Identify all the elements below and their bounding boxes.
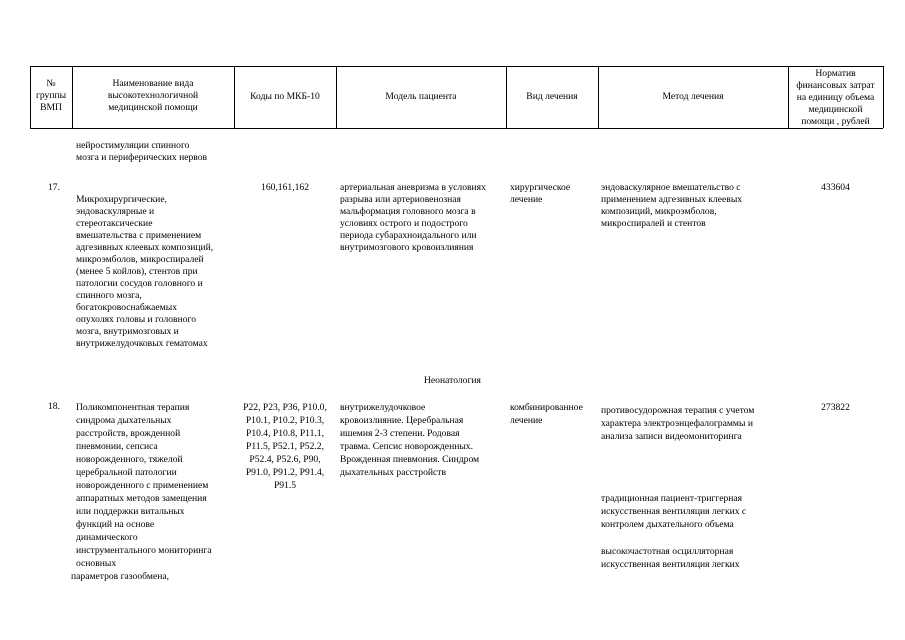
row18-codes-line: P22, P23, P36, P10.0, [243, 402, 327, 413]
header-name-line: высокотехнологичной [107, 90, 199, 101]
row18-method-line: традиционная пациент-триггерная [601, 493, 743, 504]
row18-name-line: расстройств, врожденной [76, 428, 181, 439]
row17-model-line: разрыва или артериовенозная [340, 194, 461, 205]
row17-name-line: стереотаксические [76, 218, 153, 229]
row18-model-line: ишемия 2-3 степени. Родовая [340, 428, 460, 439]
row17-type-line: хирургическое [510, 182, 571, 193]
row17-name-line: Микрохирургические, [76, 194, 167, 205]
row18-method-line: контролем дыхательного объема [601, 519, 734, 530]
row17-name-line: патологии сосудов головного и [76, 278, 203, 289]
header-norm-line: финансовых затрат [796, 80, 875, 91]
row17-name-line: спинного мозга, [76, 290, 142, 301]
row17-method-line: применением адгезивных клеевых [601, 194, 743, 205]
header-type: Вид лечения [526, 91, 578, 102]
header-name-line: медицинской помощи [108, 102, 198, 113]
continuation-line: мозга и периферических нервов [76, 152, 208, 163]
row17-name-line: адгезивных клеевых композиций, [76, 242, 214, 253]
row18-model-line: внутрижелудочковое [340, 402, 426, 413]
row18-method-line: характера электроэнцефалограммы и [601, 418, 753, 429]
row17-method-line: композиций, микроэмболов, [601, 206, 717, 217]
row17-name-line: внутрижелудочковых гематомах [76, 338, 208, 349]
row17-name-line: опухолях головы и головного [76, 314, 196, 325]
row18-name-line: синдрома дыхательных [76, 415, 172, 426]
row18-method-line: высокочастотная осцилляторная [601, 546, 734, 557]
header-num-line: группы [35, 90, 67, 101]
row18-codes-line: P91.0, P91.2, P91.4, [245, 467, 325, 478]
row18-name-line: новорожденного, тяжелой [76, 454, 183, 465]
row18-model-line: кровоизлияние. Церебральная [340, 415, 464, 426]
header-num-line: ВМП [40, 102, 62, 113]
header-norm-line: на единицу объема [796, 92, 875, 103]
row17-name-line: богатокровоснабжаемых [76, 302, 177, 313]
row17-norm: 433604 [821, 182, 850, 193]
header-top-rule [30, 66, 883, 67]
row18-name-line: Поликомпонентная терапия [76, 402, 190, 413]
row17-model-line: мальформация головного мозга в [340, 206, 476, 217]
row18-model-line: травма. Сепсис новорожденных. [340, 441, 473, 452]
row18-codes-line: P11.5, P52.1, P52.2, [245, 441, 324, 452]
row17-name-line: вмешательства с применением [76, 230, 202, 241]
header-norm-line: Норматив [815, 68, 856, 79]
row18-codes-line: P10.1, P10.2, P10.3, [245, 415, 325, 426]
row17-num: 17. [48, 182, 60, 193]
row18-model-line: Врожденная пневмония. Синдром [340, 454, 480, 465]
header-divider [883, 66, 884, 128]
row18-norm: 273822 [821, 402, 850, 413]
row17-name-line: мозга, внутримозговых и [76, 326, 179, 337]
row18-type-line: лечение [510, 415, 543, 426]
header-method: Метод лечения [662, 91, 724, 102]
row18-name-line: инструментального мониторинга [76, 545, 212, 556]
row17-model-line: периода субарахноидального или [340, 230, 477, 241]
row17-method-line: эндоваскулярное вмешательство с [601, 182, 741, 193]
row18-name-line: новорожденного с применением [76, 480, 209, 491]
row18-name-line: или поддержки витальных [76, 506, 185, 517]
row17-type-line: лечение [510, 194, 543, 205]
header-codes: Коды по МКБ-10 [250, 91, 320, 102]
header-num-line: № [46, 78, 56, 89]
row17-model-line: условиях острого и подострого [340, 218, 468, 229]
header-model: Модель пациента [385, 91, 457, 102]
header-bottom-rule [30, 128, 883, 129]
row17-name-line: микроэмболов, микроспиралей [76, 254, 204, 265]
row17-model-line: артериальная аневризма в условиях [340, 182, 486, 193]
row18-method-line: противосудорожная терапия с учетом [601, 405, 755, 416]
row18-method-line: искусственная вентиляция легких [601, 559, 740, 570]
row17-name-line: эндоваскулярные и [76, 206, 155, 217]
row18-method-line: искусственная вентиляция легких с [601, 506, 747, 517]
row18-name-line: параметров газообмена, [71, 571, 170, 582]
row18-type-line: комбинированное [510, 402, 583, 413]
row18-model-line: дыхательных расстройств [340, 467, 446, 478]
row18-name-line: функций на основе [76, 519, 155, 530]
header-norm-line: помощи , рублей [801, 116, 870, 127]
row18-codes-line: P52.4, P52.6, P90, [249, 454, 321, 465]
header-norm-line: медицинской [808, 104, 863, 115]
continuation-line: нейростимуляции спинного [76, 140, 190, 151]
row18-name-line: основных [76, 558, 117, 569]
row18-codes-line: P91.5 [273, 480, 297, 491]
header-name-line: Наименование вида [112, 78, 194, 89]
row18-num: 18. [48, 401, 60, 412]
row17-method-line: микроспиралей и стентов [601, 218, 706, 229]
row18-name-line: пневмонии, сепсиса [76, 441, 158, 452]
section-heading: Неонатология [424, 375, 481, 386]
row18-name-line: аппаратных методов замещения [76, 493, 207, 504]
row18-name-line: динамического [76, 532, 138, 543]
row17-codes: 160,161,162 [261, 182, 309, 193]
row18-name-line: церебральной патологии [76, 467, 177, 478]
row18-codes-line: P10.4, P10.8, P11.1, [245, 428, 324, 439]
row17-model-line: внутримозгового кровоизлияния [340, 242, 474, 253]
row18-method-line: анализа записи видеомониторинга [601, 431, 742, 442]
row17-name-line: (менее 5 койлов), стентов при [76, 266, 198, 277]
